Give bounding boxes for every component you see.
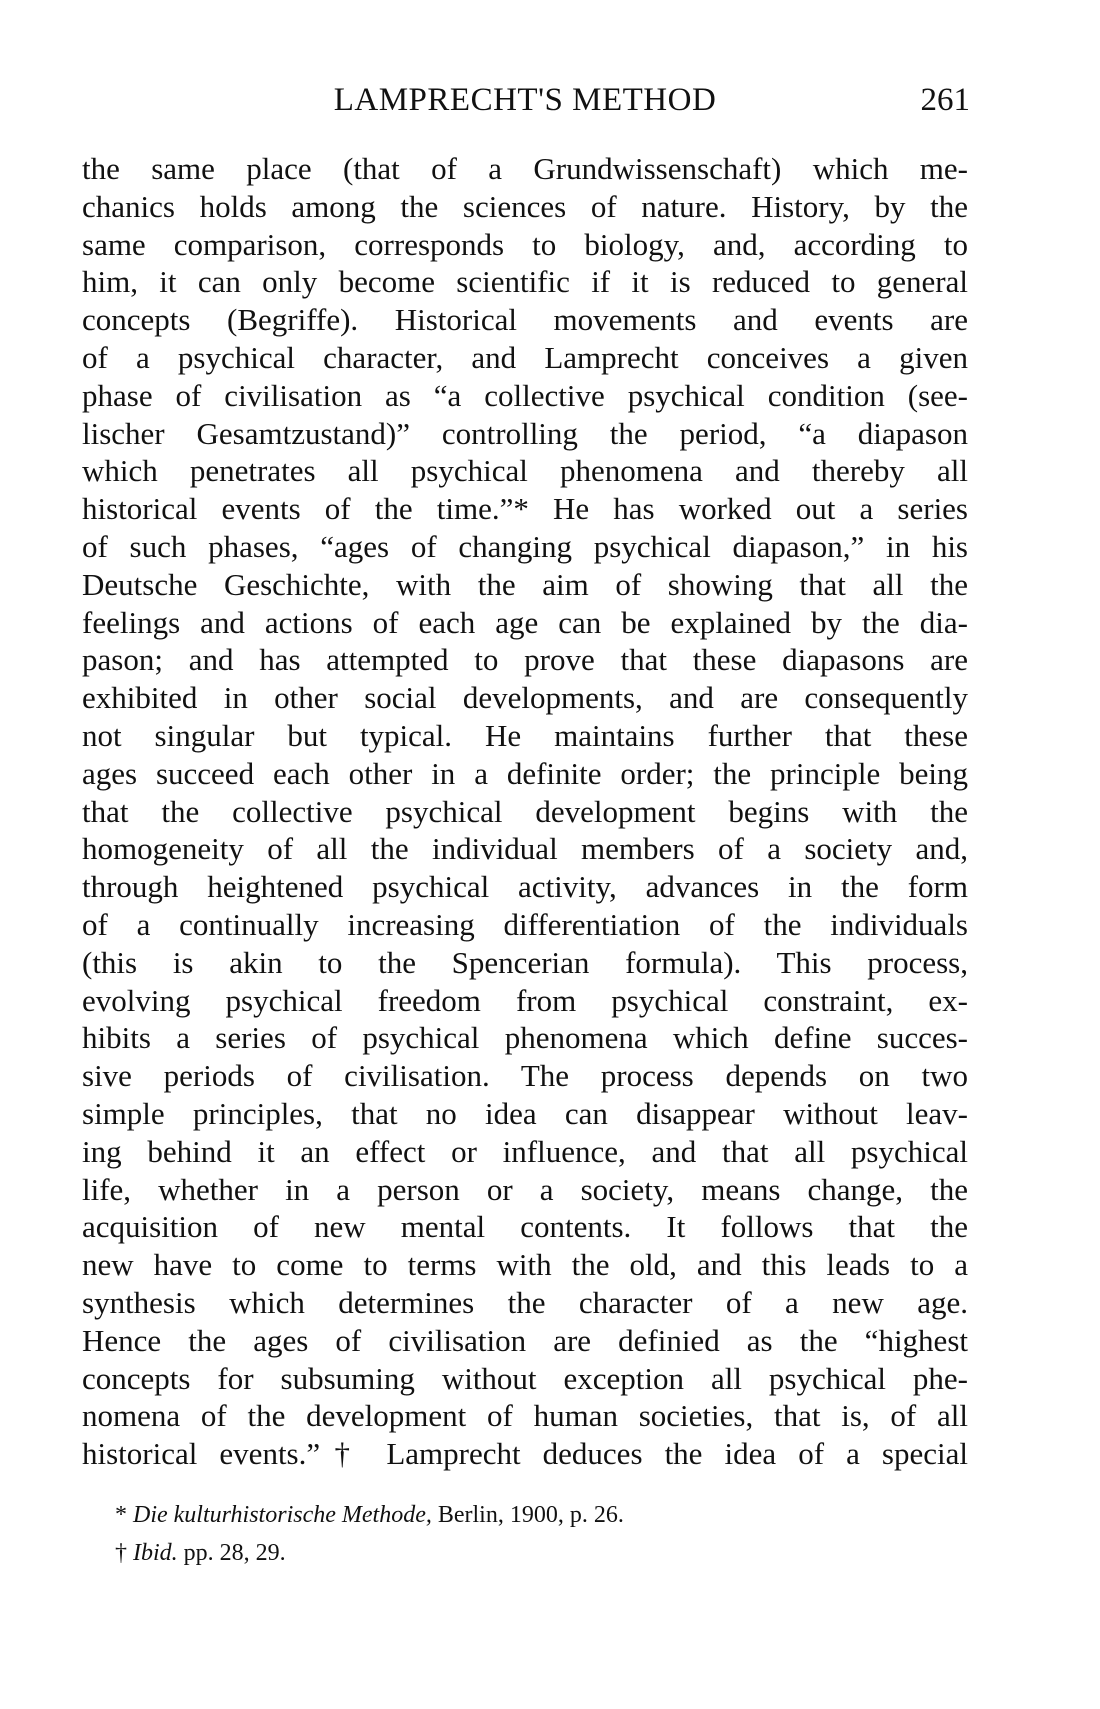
text-line: chanics holds among the sciences of nature. History, by the	[82, 188, 968, 224]
text-line: feelings and actions of each age can be explained by the dia-	[82, 604, 968, 640]
text-line: Hence the ages of civilisation are definied as the “highest	[82, 1322, 968, 1358]
footnote	[115, 1534, 975, 1572]
footnote-citation: pp. 28, 29.	[177, 1540, 286, 1566]
text-line: concepts (Begriffe). Historical movements and events are	[82, 302, 968, 338]
footnote	[115, 1496, 975, 1534]
text-line: life, whether in a person or a society, means change, the	[82, 1171, 968, 1207]
text-line: that the collective psychical development begins with the	[82, 793, 968, 829]
text-line: of a continually increasing differentiation of the individuals	[82, 906, 968, 942]
text-line: not singular but typical. He maintains further that these	[82, 717, 968, 753]
body-text	[82, 150, 968, 1473]
text-line: of a psychical character, and Lamprecht conceives a given	[82, 339, 968, 375]
text-line: him, it can only become scientific if it is reduced to general	[82, 264, 968, 300]
text-line: historical events of the time.”* He has worked out a series	[82, 491, 968, 527]
footnote-title: Ibid.	[133, 1540, 178, 1566]
page-number: 261	[920, 82, 970, 118]
text-line: new have to come to terms with the old, and this leads to a	[82, 1247, 968, 1283]
text-line: historical events.”† Lamprecht deduces the idea of a special	[82, 1436, 968, 1472]
text-line: synthesis which determines the character of a new age.	[82, 1284, 968, 1320]
text-line: hibits a series of psychical phenomena which define succes-	[82, 1020, 968, 1056]
text-line: (this is akin to the Spencerian formula). This process,	[82, 944, 968, 980]
text-line: concepts for subsuming without exception all psychical phe-	[82, 1360, 968, 1396]
footnote-citation: Berlin, 1900, p. 26.	[431, 1502, 624, 1528]
page-header	[80, 82, 970, 130]
footnote-title: Die kulturhistorische Methode,	[133, 1502, 432, 1528]
text-line: exhibited in other social developments, and are consequently	[82, 680, 968, 716]
text-line: lischer Gesamtzustand)” controlling the period, “a diapason	[82, 415, 968, 451]
text-line: sive periods of civilisation. The process depends on two	[82, 1058, 968, 1094]
footnote-mark: *	[115, 1502, 127, 1528]
running-title: LAMPRECHT'S METHOD	[333, 82, 717, 118]
text-line: same comparison, corresponds to biology, and, according to	[82, 226, 968, 262]
text-line: pason; and has attempted to prove that these diapasons are	[82, 642, 968, 678]
text-line: nomena of the development of human societies, that is, of all	[82, 1398, 968, 1434]
text-line: Deutsche Geschichte, with the aim of showing that all the	[82, 566, 968, 602]
text-line: which penetrates all psychical phenomena and thereby all	[82, 453, 968, 489]
footnote-mark: †	[115, 1540, 127, 1566]
text-line: evolving psychical freedom from psychical constraint, ex-	[82, 982, 968, 1018]
text-line: ages succeed each other in a definite order; the principle being	[82, 755, 968, 791]
text-line: of such phases, “ages of changing psychical diapason,” in his	[82, 528, 968, 564]
text-line: the same place (that of a Grundwissenschaft) which me-	[82, 151, 968, 186]
text-line: through heightened psychical activity, advances in the form	[82, 869, 968, 905]
text-line: ing behind it an effect or influence, and that all psychical	[82, 1133, 968, 1169]
text-line: acquisition of new mental contents. It follows that the	[82, 1209, 968, 1245]
text-line: homogeneity of all the individual members of a society and,	[82, 831, 968, 867]
footnotes	[115, 1496, 975, 1572]
text-line: simple principles, that no idea can disappear without leav-	[82, 1095, 968, 1131]
text-line: phase of civilisation as “a collective psychical condition (see-	[82, 377, 968, 413]
